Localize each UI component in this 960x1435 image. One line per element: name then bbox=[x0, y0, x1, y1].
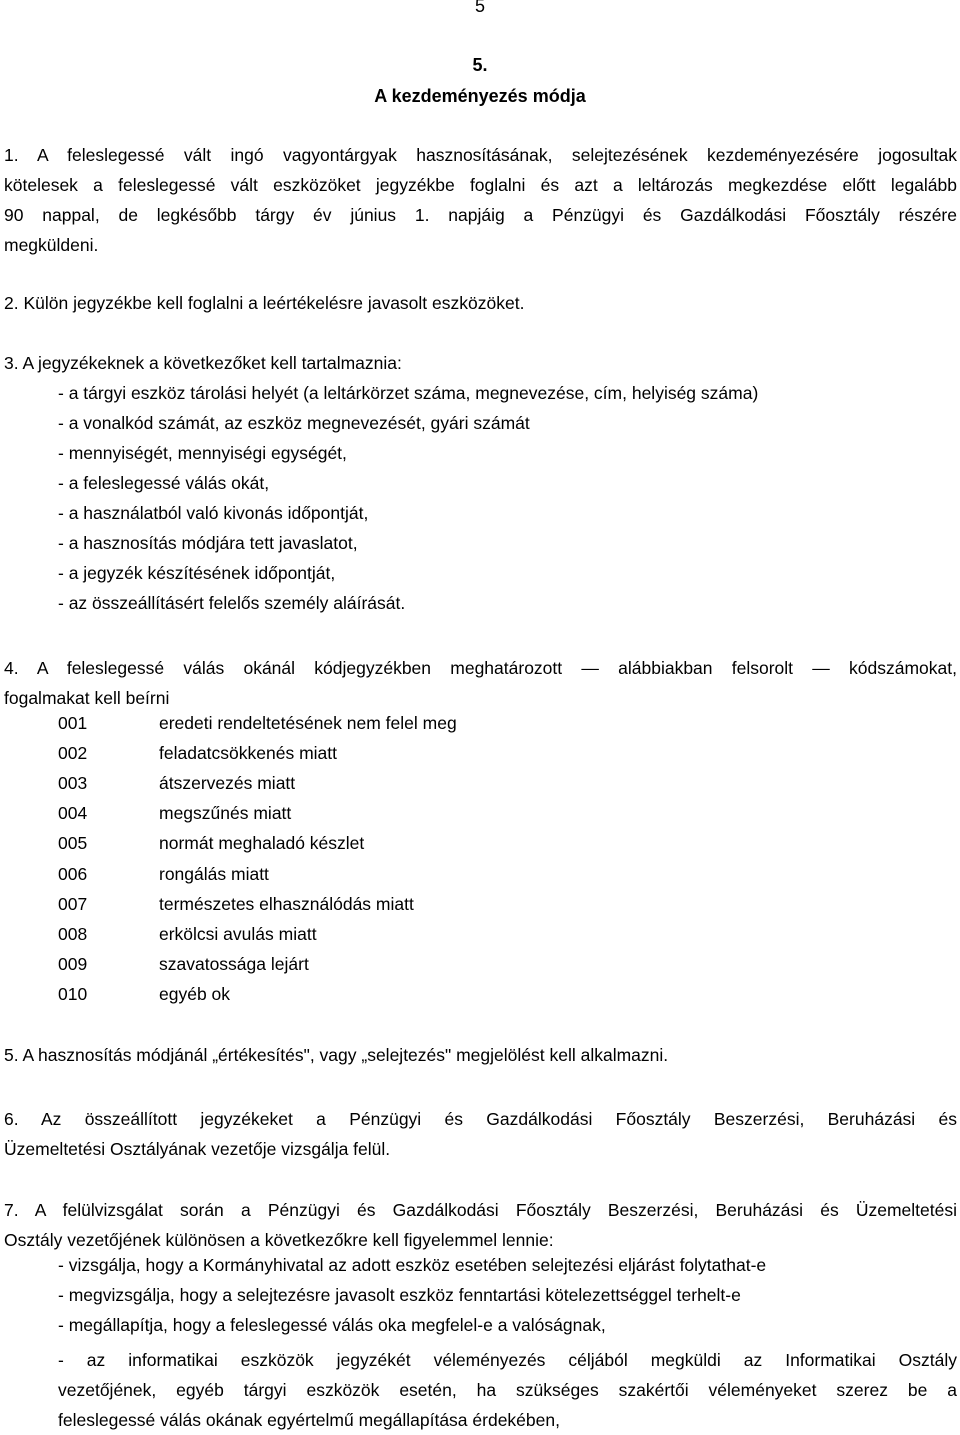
paragraph-5: 5. A hasznosítás módjánál „értékesítés", vagy „selejtezés" megjelölést kell alkalmazni. bbox=[4, 1045, 669, 1065]
code-number: 010 bbox=[58, 984, 88, 1004]
code-label: szavatossága lejárt bbox=[159, 954, 309, 974]
code-label: normát meghaladó készlet bbox=[159, 833, 365, 853]
paragraph-1-line-2: kötelesek a feleslegessé vált eszközöket jegyzékbe foglalni és azt a leltározás megkezdése előtt legalább bbox=[4, 175, 957, 195]
paragraph-4 bbox=[4, 653, 957, 713]
list-item: - mennyiségét, mennyiségi egységét, bbox=[58, 443, 347, 463]
paragraph-6 bbox=[4, 1104, 957, 1164]
paragraph-1 bbox=[4, 140, 957, 260]
code-number: 007 bbox=[58, 894, 88, 914]
list-item: - vizsgálja, hogy a Kormányhivatal az adott eszköz esetében selejtezési eljárást folytathat-e bbox=[58, 1255, 767, 1275]
paragraph-7 bbox=[4, 1195, 957, 1255]
paragraph-1-line-1: 1. A feleslegessé vált ingó vagyontárgyak hasznosításának, selejtezésének kezdeményezésére jogosultak bbox=[4, 145, 957, 165]
paragraph-7-line-2: Osztály vezetőjének különösen a következőkre kell figyelemmel lennie: bbox=[4, 1230, 554, 1250]
list-item: - a feleslegessé válás okát, bbox=[58, 473, 270, 493]
paragraph-2: 2. Külön jegyzékbe kell foglalni a leértékelésre javasolt eszközöket. bbox=[4, 293, 525, 313]
code-number: 002 bbox=[58, 743, 88, 763]
code-number: 008 bbox=[58, 924, 88, 944]
list-item-line-2: vezetőjének, egyéb tárgyi eszközök esetén, ha szükséges szakértői véleményeket szerez be a bbox=[58, 1380, 957, 1400]
paragraph-4-line-1: 4. A feleslegessé válás okánál kódjegyzékben meghatározott — alábbiakban felsorolt — kódszámokat, bbox=[4, 658, 957, 678]
paragraph-4-line-2: fogalmakat kell beírni bbox=[4, 688, 170, 708]
code-number: 003 bbox=[58, 773, 88, 793]
code-number: 009 bbox=[58, 954, 88, 974]
section-title: A kezdeményezés módja bbox=[374, 86, 586, 106]
code-label: eredeti rendeltetésének nem felel meg bbox=[159, 713, 457, 733]
paragraph-6-line-1: 6. Az összeállított jegyzékeket a Pénzügyi és Gazdálkodási Főosztály Beszerzési, Beruházási és bbox=[4, 1109, 957, 1129]
list-item-line-1: - az informatikai eszközök jegyzékét véleményezés céljából megküldi az Informatikai Osztály bbox=[58, 1350, 957, 1370]
list-item: - a vonalkód számát, az eszköz megnevezését, gyári számát bbox=[58, 413, 530, 433]
page-number: 5 bbox=[474, 0, 485, 16]
code-label: természetes elhasználódás miatt bbox=[159, 894, 414, 914]
paragraph-3-intro: 3. A jegyzékeknek a következőket kell tartalmaznia: bbox=[4, 353, 402, 373]
list-item: - a tárgyi eszköz tárolási helyét (a leltárkörzet száma, megnevezése, cím, helyiség száma) bbox=[58, 383, 759, 403]
paragraph-7-line-1: 7. A felülvizsgálat során a Pénzügyi és Gazdálkodási Főosztály Beszerzési, Beruházási és Üzemeltetési bbox=[4, 1200, 957, 1220]
list-item: - a jegyzék készítésének időpontját, bbox=[58, 563, 336, 583]
code-label: átszervezés miatt bbox=[159, 773, 296, 793]
code-label: erkölcsi avulás miatt bbox=[159, 924, 317, 944]
paragraph-1-line-4: megküldeni. bbox=[4, 235, 99, 255]
code-number: 001 bbox=[58, 713, 88, 733]
list-item-multiline bbox=[58, 1345, 957, 1435]
list-item: - a hasznosítás módjára tett javaslatot, bbox=[58, 533, 358, 553]
list-item: - megállapítja, hogy a feleslegessé válás oka megfelel-e a valóságnak, bbox=[58, 1315, 606, 1335]
list-item-line-3: feleslegessé válás okának egyértelmű megállapítása érdekében, bbox=[58, 1410, 560, 1430]
code-label: rongálás miatt bbox=[159, 864, 269, 884]
section-number: 5. bbox=[472, 55, 488, 75]
list-item: - az összeállításért felelős személy aláírását. bbox=[58, 593, 406, 613]
code-label: megszűnés miatt bbox=[159, 803, 292, 823]
code-label: feladatcsökkenés miatt bbox=[159, 743, 338, 763]
paragraph-1-line-3: 90 nappal, de legkésőbb tárgy év június 1. napjáig a Pénzügyi és Gazdálkodási Főosztály részére bbox=[4, 205, 957, 225]
list-item: - a használatból való kivonás időpontját, bbox=[58, 503, 369, 523]
code-number: 004 bbox=[58, 803, 88, 823]
code-number: 006 bbox=[58, 864, 88, 884]
list-item: - megvizsgálja, hogy a selejtezésre javasolt eszköz fenntartási kötelezettséggel terhelt-e bbox=[58, 1285, 741, 1305]
code-number: 005 bbox=[58, 833, 88, 853]
paragraph-6-line-2: Üzemeltetési Osztályának vezetője vizsgálja felül. bbox=[4, 1139, 391, 1159]
code-label: egyéb ok bbox=[159, 984, 231, 1004]
